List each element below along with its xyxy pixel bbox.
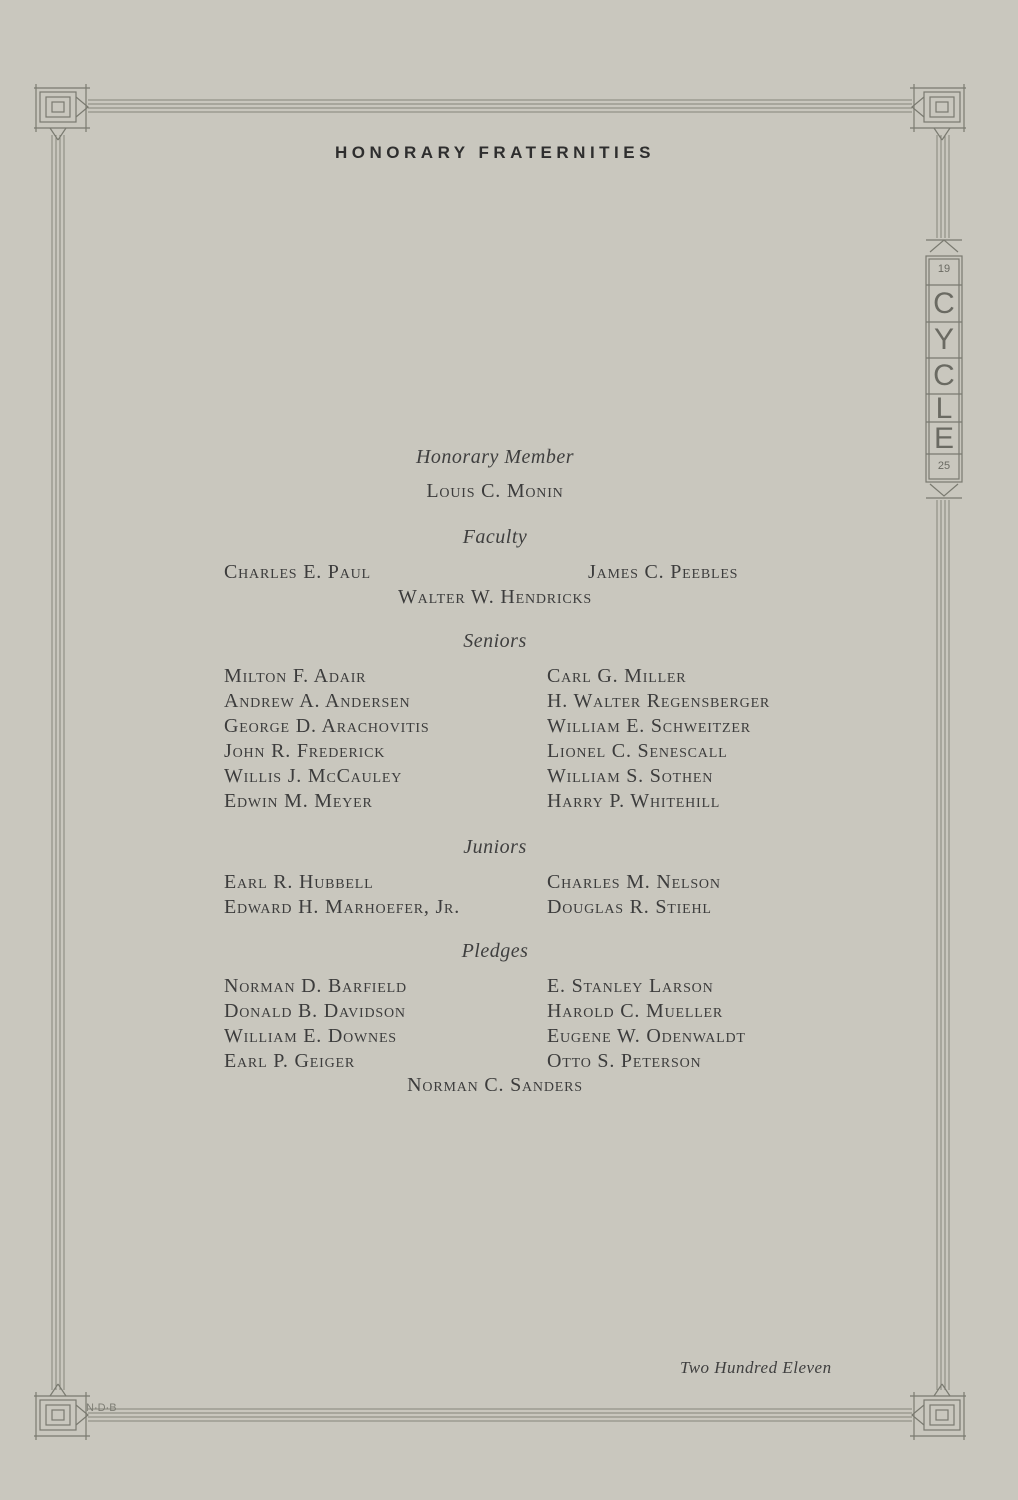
honorary-member-label: Honorary Member xyxy=(415,446,575,468)
side-tab-year-bottom: 25 xyxy=(937,460,951,472)
senior-name: Milton F. Adair xyxy=(224,665,367,687)
senior-name: Willis J. McCauley xyxy=(224,765,403,787)
senior-name: Harry P. Whitehill xyxy=(547,790,721,812)
pledge-name: Donald B. Davidson xyxy=(224,1000,406,1022)
pledge-name: William E. Downes xyxy=(224,1025,397,1047)
seniors-label: Seniors xyxy=(463,630,527,652)
senior-name: William S. Sothen xyxy=(547,765,714,787)
pledge-name-center: Norman C. Sanders xyxy=(407,1074,583,1096)
senior-name: Andrew A. Andersen xyxy=(224,690,411,712)
junior-name: Edward H. Marhoefer, Jr. xyxy=(224,896,460,918)
juniors-label: Juniors xyxy=(463,836,527,858)
senior-name: George D. Arachovitis xyxy=(224,715,430,737)
faculty-name-right: James C. Peebles xyxy=(588,561,739,583)
page-number: Two Hundred Eleven xyxy=(680,1358,832,1377)
pledge-name: E. Stanley Larson xyxy=(547,975,714,997)
pledges-label: Pledges xyxy=(461,940,529,962)
corner-ornament-top-right xyxy=(910,84,966,140)
senior-name: Carl G. Miller xyxy=(547,665,687,687)
honorary-member-name: Louis C. Monin xyxy=(426,480,564,502)
side-tab-letter: L xyxy=(935,392,953,425)
side-tab-letter: Y xyxy=(933,323,954,356)
faculty-label: Faculty xyxy=(462,526,528,548)
corner-ornament-bottom-left xyxy=(34,1384,90,1440)
senior-name: John R. Frederick xyxy=(224,740,386,762)
page-heading: HONORARY FRATERNITIES xyxy=(335,143,655,162)
pledge-name: Otto S. Peterson xyxy=(547,1050,702,1072)
pledge-name: Harold C. Mueller xyxy=(547,1000,724,1022)
corner-ornament-bottom-right xyxy=(910,1384,966,1440)
junior-name: Charles M. Nelson xyxy=(547,871,721,893)
junior-name: Douglas R. Stiehl xyxy=(547,896,712,918)
corner-ornament-top-left xyxy=(34,84,90,140)
junior-name: Earl R. Hubbell xyxy=(224,871,374,893)
pledge-name: Earl P. Geiger xyxy=(224,1050,355,1072)
side-tab-year-top: 19 xyxy=(937,263,951,275)
artist-initials: N·D·B xyxy=(86,1402,117,1414)
senior-name: William E. Schweitzer xyxy=(547,715,751,737)
senior-name: Edwin M. Meyer xyxy=(224,790,373,812)
faculty-name-center: Walter W. Hendricks xyxy=(397,586,593,608)
side-tab-letter: C xyxy=(933,287,955,320)
side-tab-letter: C xyxy=(933,359,955,392)
pledge-name: Norman D. Barfield xyxy=(224,975,407,997)
senior-name: Lionel C. Senescall xyxy=(547,740,728,762)
faculty-name-left: Charles E. Paul xyxy=(224,561,371,583)
side-tab-letter: E xyxy=(933,422,954,455)
pledge-name: Eugene W. Odenwaldt xyxy=(547,1025,746,1047)
senior-name: H. Walter Regensberger xyxy=(547,690,771,712)
